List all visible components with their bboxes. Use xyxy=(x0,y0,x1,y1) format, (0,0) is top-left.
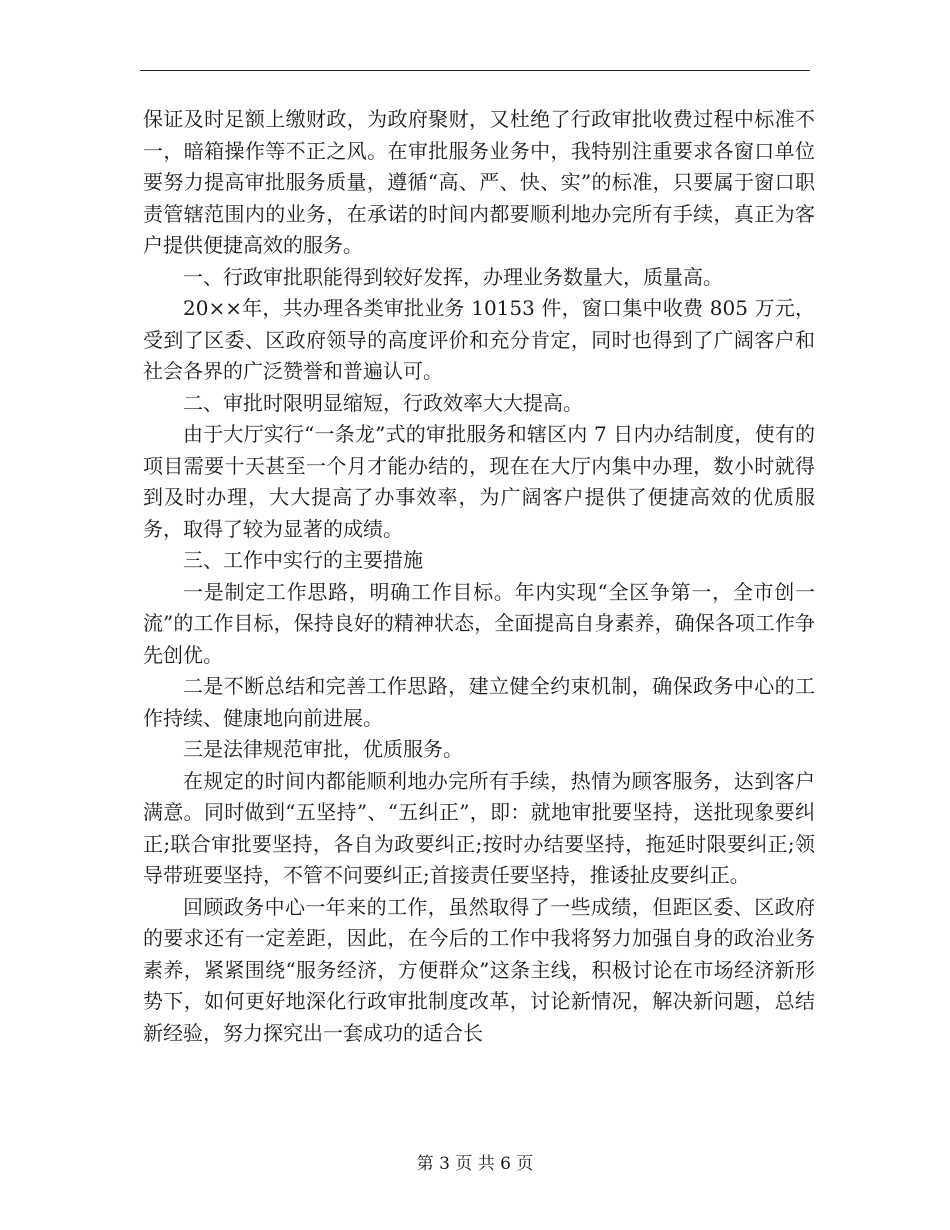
paragraph-11: 回顾政务中心一年来的工作，虽然取得了一些成绩，但距区委、区政府的要求还有一定差距，因此，在今后的工作中我将努力加强自身的政治业务素养，紧紧围绕“服务经济，方便群众”这条主线，积极讨论在市场经济新形势下，如何更好地深化行政审批制度改革，讨论新情况，解决新问题，总结新经验，努力探究出一套成功的适合长 xyxy=(143,894,815,1045)
header-rule xyxy=(140,70,810,71)
section-heading-3: 三、工作中实行的主要措施 xyxy=(183,548,423,572)
section-heading-2: 二、审批时限明显缩短，行政效率大大提高。 xyxy=(183,390,583,415)
paragraph-7: 一是制定工作思路，明确工作目标。年内实现“全区争第一，全市创一流”的工作目标，保持良好的精神状态，全面提高自身素养，确保各项工作争先创优。 xyxy=(143,579,815,667)
paragraph-3: 20××年，共办理各类审批业务 10153 件，窗口集中收费 805 万元，受到了区委、区政府领导的高度评价和充分肯定，同时也得到了广阔客户和社会各界的广泛赞誉和普遍认可。 xyxy=(143,296,815,383)
paragraph-5: 由于大厅实行“一条龙”式的审批服务和辖区内 7 日内办结制度，使有的项目需要十天甚至一个月才能办结的，现在在大厅内集中办理，数小时就得到及时办理，大大提高了办事效率，为广阔客户提供了便捷高效的优质服务，取得了较为显著的成绩。 xyxy=(143,422,815,541)
paragraph-10: 在规定的时间内都能顺利地办完所有手续，热情为顾客服务，达到客户满意。同时做到“五坚持”、“五纠正”，即：就地审批要坚持，送批现象要纠正;联合审批要坚持，各自为政要纠正;按时办结要坚持，拖延时限要纠正;领导带班要坚持，不管不问要纠正;首接责任要坚持，推诿扯皮要纠正。 xyxy=(143,768,815,887)
paragraph-8: 二是不断总结和完善工作思路，建立健全约束机制，确保政务中心的工作持续、健康地向前进展。 xyxy=(143,674,815,730)
section-heading-1: 一、行政审批职能得到较好发挥，办理业务数量大，质量高。 xyxy=(183,264,723,289)
document-body xyxy=(143,104,815,1049)
paragraph-9: 三是法律规范审批，优质服务。 xyxy=(183,737,463,761)
page-number-footer: 第 3 页 共 6 页 xyxy=(416,1154,534,1174)
paragraph-1: 保证及时足额上缴财政，为政府聚财，又杜绝了行政审批收费过程中标准不一，暗箱操作等不正之风。在审批服务业务中，我特别注重要求各窗口单位要努力提高审批服务质量，遵循“高、严、快、实”的标准，只要属于窗口职责管辖范围内的业务，在承诺的时间内都要顺利地办完所有手续，真正为客户提供便捷高效的服务。 xyxy=(143,107,815,257)
